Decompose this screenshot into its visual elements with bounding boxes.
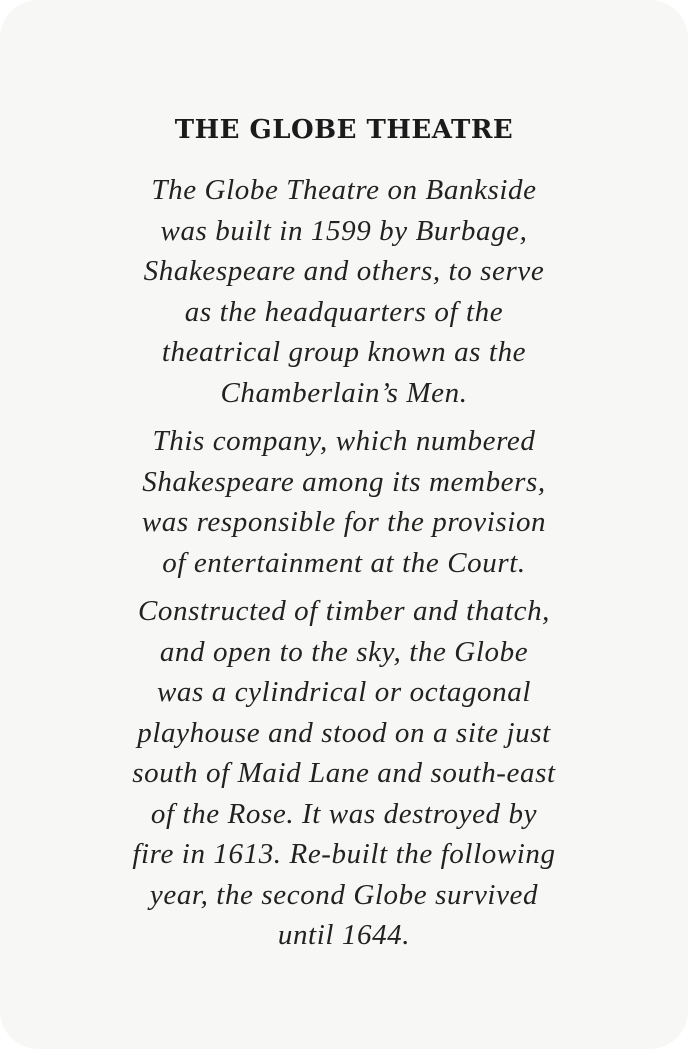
text-line: was a cylindrical or octagonal xyxy=(156,676,532,708)
text-line: Chamberlain’s Men. xyxy=(220,376,468,409)
text-line: Constructed of timber and thatch, xyxy=(137,595,551,627)
text-line: was responsible for the provision xyxy=(141,506,547,538)
text-line: Shakespeare among its members, xyxy=(142,465,546,498)
text-line: Shakespeare and others, to serve xyxy=(143,255,545,287)
text-line: This company, which numbered xyxy=(152,425,536,457)
card-title: THE GLOBE THEATRE xyxy=(174,115,514,145)
text-line: until 1644. xyxy=(277,919,411,951)
text-line: theatrical group known as the xyxy=(161,336,527,368)
paragraph-history xyxy=(60,170,628,413)
text-line: south of Maid Lane and south-east xyxy=(132,757,556,789)
paragraph-construction xyxy=(60,591,628,956)
text-line: was built in 1599 by Burbage, xyxy=(160,214,528,247)
text-line: and open to the sky, the Globe xyxy=(159,635,529,668)
text-line: The Globe Theatre on Bankside xyxy=(151,174,537,206)
card-body xyxy=(60,170,628,964)
text-line: playhouse and stood on a site just xyxy=(137,716,551,749)
paragraph-company xyxy=(60,421,628,583)
text-line: of the Rose. It was destroyed by xyxy=(150,797,538,830)
text-line: of entertainment at the Court. xyxy=(162,546,526,579)
text-line: fire in 1613. Re-built the following xyxy=(132,838,556,870)
text-line: year, the second Globe survived xyxy=(149,878,539,911)
text-line: as the headquarters of the xyxy=(184,295,504,328)
